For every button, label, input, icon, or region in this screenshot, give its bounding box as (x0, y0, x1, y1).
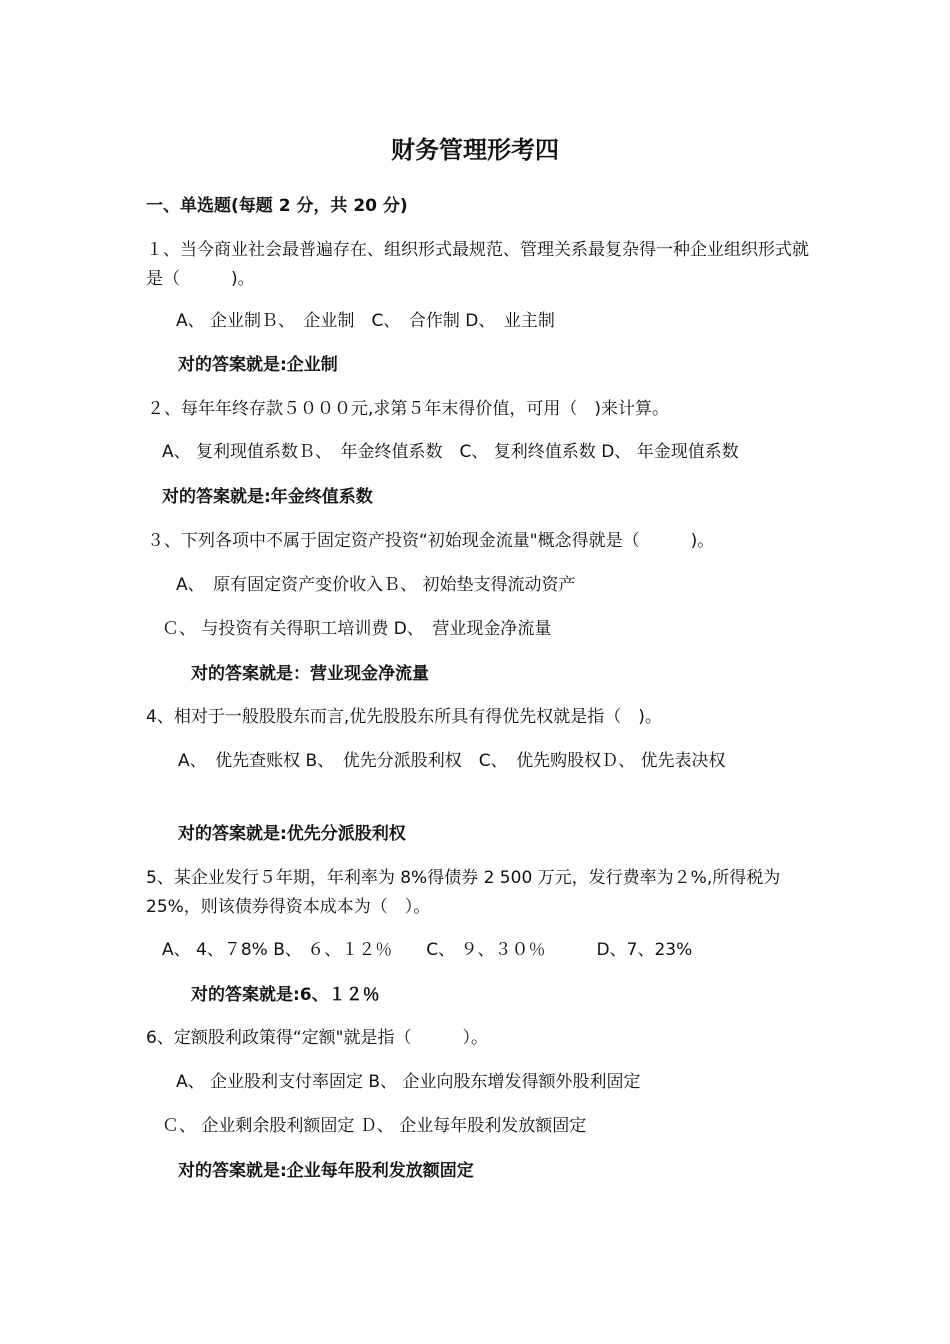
question-2-options: A、 复利现值系数Ｂ、 年金终值系数 C、 复利终值系数 D、 年金现值系数 (162, 442, 739, 462)
question-6-option-line-2: Ｃ、 企业剩余股利额固定 Ｄ、 企业每年股利发放额固定 (162, 1116, 587, 1136)
question-3-option-line-2: Ｃ、 与投资有关得职工培训费 D、 营业现金净流量 (162, 619, 552, 639)
question-3-answer: 对的答案就是：营业现金净流量 (191, 664, 429, 684)
question-1-answer: 对的答案就是:企业制 (178, 355, 338, 375)
question-1-options: A、 企业制Ｂ、 企业制 C、 合作制 D、 业主制 (176, 311, 555, 331)
question-5-stem: 5、某企业发行５年期，年利率为 8%得债券 2 500 万元，发行费率为２%,所得税为 25%，则该债券得资本成本为（ ）。 (146, 868, 781, 917)
question-4-options: A、 优先查账权 B、 优先分派股利权 C、 优先购股权Ｄ、 优先表决权 (178, 751, 726, 771)
question-3-option-line-1: A、 原有固定资产变价收入Ｂ、 初始垫支得流动资产 (176, 575, 576, 595)
question-4-stem: 4、相对于一般股股东而言,优先股股东所具有得优先权就是指（ )。 (146, 707, 662, 727)
question-6-stem: 6、定额股利政策得“定额"就是指（ ）。 (146, 1028, 488, 1048)
question-5-options: A、 4、７8% B、 ６、１２％ C、 ９、３０％ D、7、23% (162, 940, 693, 960)
question-2-stem: ２、每年年终存款５０００元,求第５年末得价值，可用（ )来计算。 (147, 399, 670, 419)
question-5-answer: 对的答案就是:6、１２％ (191, 985, 380, 1005)
question-3-stem: ３、下列各项中不属于固定资产投资“初始现金流量"概念得就是（ )。 (147, 531, 715, 551)
question-2-answer: 对的答案就是:年金终值系数 (162, 487, 373, 507)
question-6-option-line-1: A、 企业股利支付率固定 B、 企业向股东增发得额外股利固定 (176, 1072, 641, 1092)
question-4-answer: 对的答案就是:优先分派股利权 (178, 824, 406, 844)
question-1-stem: １、当今商业社会最普遍存在、组织形式最规范、管理关系最复杂得一种企业组织形式就是（ )。 (146, 240, 809, 289)
question-6-answer: 对的答案就是:企业每年股利发放额固定 (178, 1161, 474, 1181)
section-heading: 一、单选题(每题 2 分，共 20 分) (146, 196, 408, 216)
document-title: 财务管理形考四 (391, 136, 559, 164)
